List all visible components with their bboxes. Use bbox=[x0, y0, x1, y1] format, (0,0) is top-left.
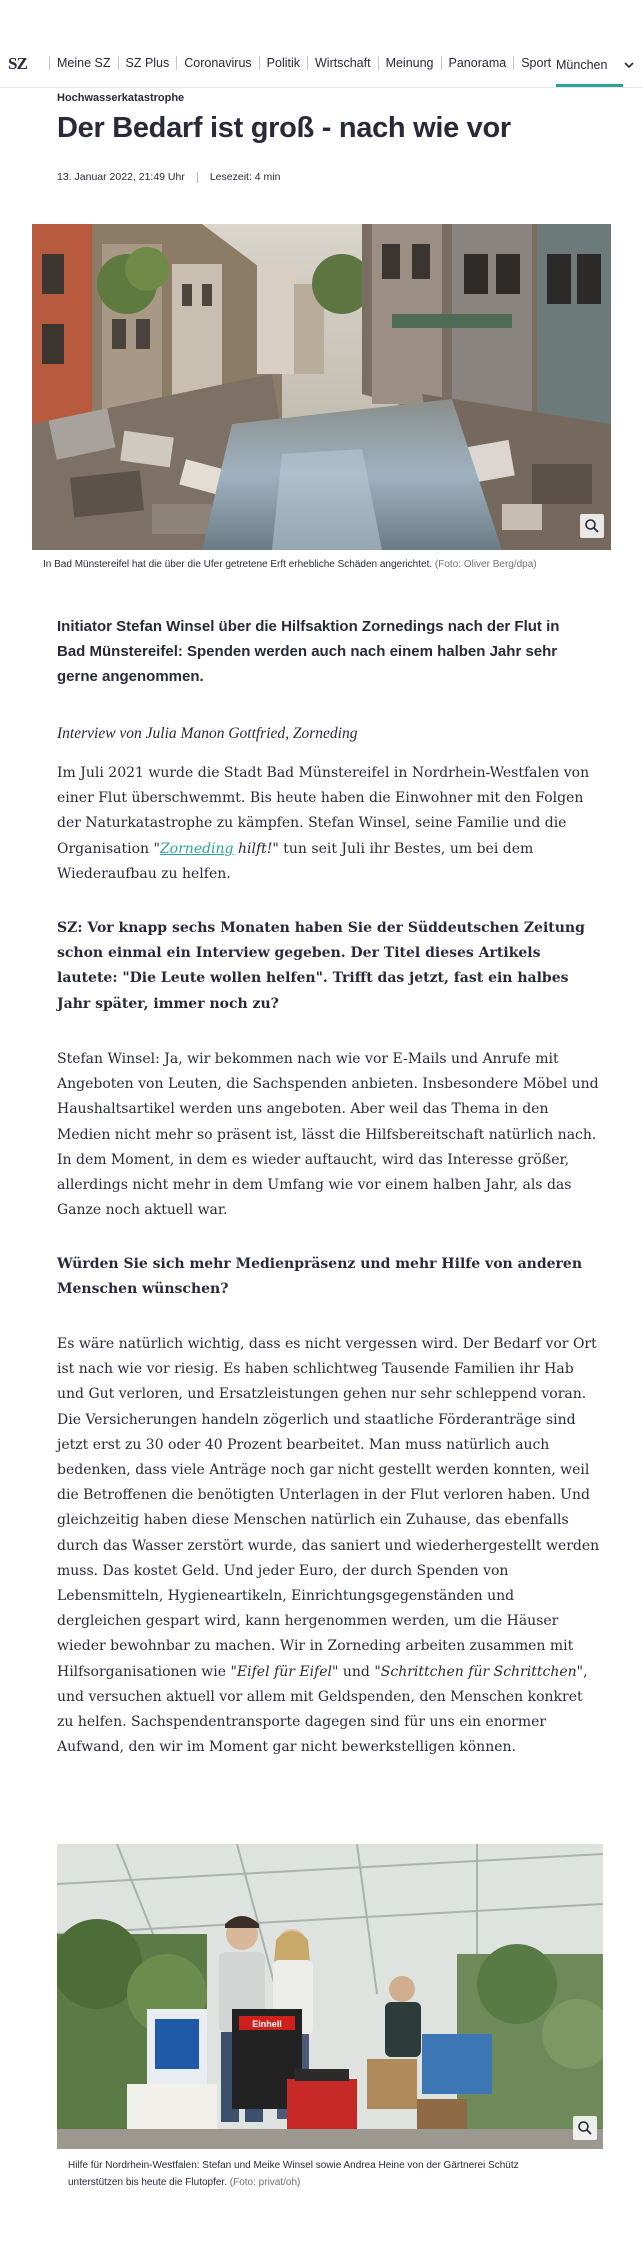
photo-credit: (Foto: Oliver Berg/dpa) bbox=[434, 559, 537, 570]
nav-divider bbox=[513, 56, 514, 70]
article-teaser: Initiator Stefan Winsel über die Hilfsaktion Zornedings nach der Flut in Bad Münstereifel: Spenden werden auch nach einem halben Jahr sehr gerne angenommen. bbox=[57, 618, 560, 685]
nav-divider bbox=[176, 56, 177, 70]
nav-divider bbox=[307, 56, 308, 70]
top-navigation bbox=[0, 0, 643, 88]
reading-time: Lesezeit: 4 min bbox=[209, 171, 281, 183]
article-byline: Interview von Julia Manon Gottfried, Zorneding bbox=[57, 725, 358, 742]
organisation-name: Schrittchen für Schrittchen bbox=[380, 1663, 577, 1680]
nav-item-politik[interactable]: Politik bbox=[266, 56, 300, 70]
nav-divider bbox=[259, 56, 260, 70]
zorneding-link[interactable]: Zorneding bbox=[159, 840, 234, 857]
zoom-icon[interactable] bbox=[580, 514, 604, 538]
paragraph-intro bbox=[57, 761, 602, 887]
donation-illustration bbox=[57, 1844, 603, 2149]
meta-divider bbox=[197, 172, 198, 183]
interview-answer-1: Stefan Winsel: Ja, wir bekommen nach wie vor E-Mails und Anrufe mit Angeboten von Leuten, die Sachspenden anbieten. Insbesondere Möbel und Haushaltsartikel werden uns angeboten. Aber weil das Thema in den Medien nicht mehr so präsent ist, lässt die Hilfsbereitschaft natürlich nach. In dem Moment, in dem es wieder auftaucht, wird das Interesse größer, allerdings nicht mehr in dem Umfang wie vor einem halben Jahr, als das Ganze noch aktuell war. bbox=[57, 1051, 599, 1219]
paragraph-text: Es wäre natürlich wichtig, dass es nicht vergessen wird. Der Bedarf vor Ort ist nach wie vor riesig. Es haben schlichtweg Tausende Familien ihr Hab und Gut verloren, und Ersatzleistungen gehen nur sehr schleppend voran. Die Versicherungen handeln zögerlich und staatliche Förderanträge sind jetzt erst zu 30 oder 40 Prozent bearbeitet. Man muss natürlich auch bedenken, dass viele Anträge noch gar nicht gestellt werden konnten, weil die Betroffenen die benötigten Unterlagen in der Flut verloren haben. Und gleichzeitig haben diese Menschen natürlich ein Zuhause, das ebenfalls durch das Wasser zerstört wurde, das saniert und wiederhergestellt werden muss. Das kostet Geld. Und jeder Euro, der durch Spenden von Lebensmitteln, Hygieneartikeln, Einrichtungsgegenständen und dergleichen gespart wird, kann hergenommen werden, um die Häuser wieder bewohnbar zu machen. Wir in Zorneding arbeiten zusammen mit Hilfsorganisationen wie " bbox=[57, 1336, 600, 1680]
nav-items bbox=[46, 56, 555, 70]
caption-text: Hilfe für Nordrhein-Westfalen: Stefan und Meike Winsel sowie Andrea Heine von der Gärtnerei Schütz unterstützen bis heute die Flutopfer. bbox=[68, 2160, 519, 2188]
flood-street-photo[interactable] bbox=[32, 224, 611, 550]
active-tab-indicator bbox=[556, 84, 623, 87]
image-caption bbox=[68, 2157, 568, 2191]
interview-answer-2 bbox=[57, 1332, 602, 1760]
image-caption bbox=[43, 556, 603, 573]
nav-item-meinung[interactable]: Meinung bbox=[385, 56, 434, 70]
interview-question-1: SZ: Vor knapp sechs Monaten haben Sie der Süddeutschen Zeitung schon einmal ein Interview gegeben. Der Titel dieses Artikels lautete: "Die Leute wollen helfen". Trifft das jetzt, fast ein halbes Jahr später, immer noch zu? bbox=[57, 920, 585, 1012]
nav-item-sport[interactable]: Sport bbox=[521, 56, 552, 70]
nav-item-wirtschaft[interactable]: Wirtschaft bbox=[315, 56, 371, 70]
article-meta bbox=[57, 171, 280, 183]
box-brand-label: Einhell bbox=[252, 2019, 282, 2029]
article-headline: Der Bedarf ist groß - nach wie vor bbox=[57, 112, 511, 144]
paragraph-text: hilft!" bbox=[233, 840, 279, 857]
nav-item-meine-sz[interactable]: Meine SZ bbox=[57, 56, 111, 70]
nav-item-panorama[interactable]: Panorama bbox=[448, 56, 507, 70]
organisation-name: Eifel für Eifel bbox=[236, 1663, 332, 1680]
sz-logo[interactable]: SZ bbox=[8, 54, 27, 73]
article-kicker: Hochwasserkatastrophe bbox=[57, 92, 185, 104]
nav-item-sz-plus[interactable]: SZ Plus bbox=[125, 56, 170, 70]
paragraph-text: ", und versuchen aktuell vor allem mit Geldspenden, den Menschen konkret zu helfen. Sachspendentransporte dagegen sind für uns ein enormer Aufwand, den wir im Moment gar nicht bewerkstelligen können. bbox=[57, 1663, 588, 1756]
nav-divider bbox=[49, 56, 50, 70]
nav-item-coronavirus[interactable]: Coronavirus bbox=[184, 56, 252, 70]
paragraph-text: tun seit Juli ihr Bestes, um bei dem Wiederaufbau zu helfen. bbox=[57, 840, 534, 882]
paragraph-text: " und " bbox=[332, 1663, 381, 1680]
nav-divider bbox=[118, 56, 119, 70]
donation-photo[interactable] bbox=[57, 1844, 603, 2149]
caption-text: In Bad Münstereifel hat die über die Ufer getretene Erft erhebliche Schäden angerichtet. bbox=[43, 559, 433, 570]
article-date: 13. Januar 2022, 21:49 Uhr bbox=[57, 171, 185, 183]
paragraph-text: Im Juli 2021 wurde die Stadt Bad Münstereifel in Nordrhein-Westfalen von einer Flut überschwemmt. Bis heute haben die Einwohner mit den Folgen der Naturkatastrophe zu kämpfen. Stefan Winsel, seine Familie und die Organisation " bbox=[57, 765, 590, 857]
flood-street-illustration bbox=[32, 224, 611, 550]
nav-divider bbox=[378, 56, 379, 70]
nav-divider bbox=[441, 56, 442, 70]
interview-question-2: Würden Sie sich mehr Medienpräsenz und mehr Hilfe von anderen Menschen wünschen? bbox=[57, 1256, 582, 1298]
photo-credit: (Foto: privat/oh) bbox=[229, 2177, 301, 2188]
zoom-icon[interactable] bbox=[573, 2116, 597, 2140]
chevron-down-icon[interactable] bbox=[622, 58, 636, 72]
nav-item-muenchen[interactable]: München bbox=[556, 58, 608, 72]
